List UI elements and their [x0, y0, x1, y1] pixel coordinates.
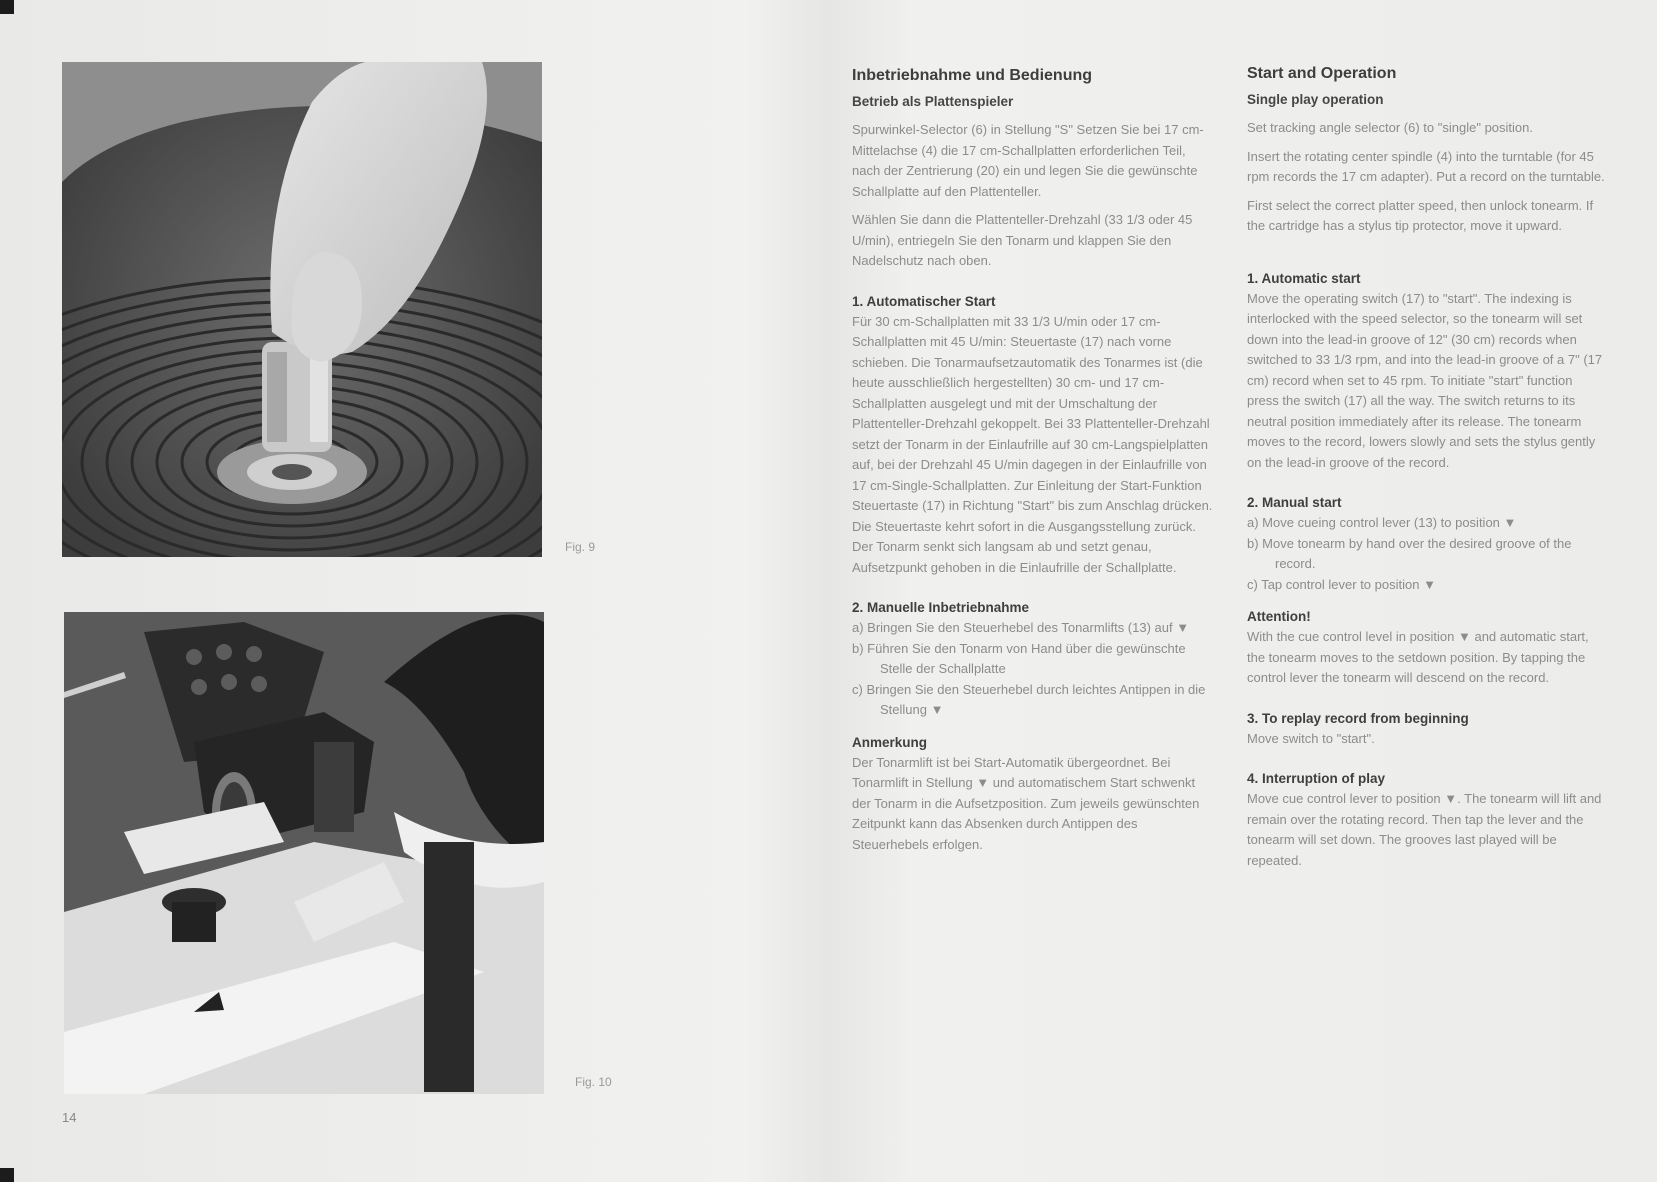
german-note-text: Der Tonarmlift ist bei Start-Automatik übergeordnet. Bei Tonarmlift in Stellung ▼ und automatischem Start schwenkt der Tonarm in die Aufsetzposition. Zum jeweils gewünschten Zeitpunkt kann das Absenken durch Antippen des Steuerhebels erfolgen. — [852, 754, 1200, 852]
page-number: 14 — [62, 1110, 77, 1125]
german-subtitle: Betrieb als Plattenspieler — [852, 94, 1014, 109]
english-section-2-heading: 2. Manual start — [1247, 495, 1342, 510]
english-section-4-text: Move cue control lever to position ▼. The tonearm will lift and remain over the rotating record. Then tap the lever and the tonearm will set down. The grooves last played will be repeated. — [1247, 791, 1602, 868]
english-subtitle: Single play operation — [1247, 92, 1384, 107]
english-section-2-item-a: a) Move cueing control lever (13) to position ▼ — [1247, 515, 1517, 530]
german-note-heading: Anmerkung — [852, 734, 928, 750]
photo-tonearm-cartridge — [64, 612, 544, 1094]
german-paragraph-2: Wählen Sie dann die Plattenteller-Drehzahl (33 1/3 oder 45 U/min), entriegeln Sie den Tonarm und klappen Sie den Nadelschutz nach oben. — [852, 212, 1193, 268]
german-section-1-heading: 1. Automatischer Start — [852, 293, 996, 309]
english-section-3-heading: 3. To replay record from beginning — [1247, 710, 1469, 726]
english-text-column — [1247, 62, 1607, 879]
scan-corner-mark — [0, 1168, 14, 1182]
scan-corner-mark — [0, 0, 14, 14]
german-section-2-item-a: a) Bringen Sie den Steuerhebel des Tonarmlifts (13) auf ▼ — [852, 620, 1190, 635]
english-section-2-item-b: b) Move tonearm by hand over the desired groove of the record. — [1247, 535, 1572, 571]
photo-center-spindle — [62, 62, 542, 557]
german-section-1-text: Für 30 cm-Schallplatten mit 33 1/3 U/min oder 17 cm-Schallplatten mit 45 U/min: Steuertaste (17) nach vorne schieben. Die Tonarmaufsetzautomatik des Tonarmes ist (die heute ausschließlich hergestellten) 30 cm- und 17 cm-Schallplatten ausgelegt und mit der Umschaltung der Plattenteller-Drehzahl gekoppelt. Bei 33 Plattenteller-Drehzahl setzt der Tonarm in der Einlaufrille auf 30 cm-Langspielplatten auf, bei der Drehzahl 45 U/min dagegen in der Einlaufrille von 17 cm-Single-Schallplatten. Zur Einleitung der Start-Funktion Steuertaste (17) in Richtung "Start" bis zum Anschlag drücken. Die Steuertaste kehrt sofort in die Ausgangsstellung zurück. Der Tonarm senkt sich langsam ab und setzt genau, Aufsetzpunkt gehoben in die Einlaufrille der Schallplatte. — [852, 313, 1213, 575]
english-section-1-heading: 1. Automatic start — [1247, 270, 1361, 286]
german-section-2-item-c: c) Bringen Sie den Steuerhebel durch leichtes Antippen in die Stellung ▼ — [852, 681, 1206, 717]
english-section-3-text: Move switch to "start". — [1247, 730, 1375, 746]
figure-label-bottom: Fig. 10 — [575, 1075, 612, 1089]
figure-label-top: Fig. 9 — [565, 540, 596, 554]
german-section-2-heading: 2. Manuelle Inbetriebnahme — [852, 600, 1030, 615]
english-attention-heading: Attention! — [1247, 609, 1311, 624]
english-paragraph-2: Insert the rotating center spindle (4) into the turntable (for 45 rpm records the 17 cm adapter). Put a record on the turntable. — [1247, 148, 1605, 184]
german-section-2-item-b: b) Führen Sie den Tonarm von Hand über die gewünschte Stelle der Schallplatte — [852, 640, 1186, 676]
english-section-2-item-c: c) Tap control lever to position ▼ — [1247, 576, 1436, 592]
german-text-column — [852, 64, 1214, 863]
english-section-4-heading: 4. Interruption of play — [1247, 771, 1386, 786]
german-title: Inbetriebnahme und Bedienung — [852, 67, 1093, 84]
english-paragraph-3: First select the correct platter speed, then unlock tonearm. If the cartridge has a stylus tip protector, move it upward. — [1247, 197, 1594, 233]
english-section-1-text: Move the operating switch (17) to "start". The indexing is interlocked with the speed selector, so the tonearm will set down into the lead-in groove of 12" (30 cm) records when switched to 33 1/3 rpm, and into the lead-in groove of a 7" (17 cm) record when set to 45 rpm. To initiate "start" function press the switch (17) all the way. The switch returns to its neutral position immediately after its release. The tonearm moves to the record, lowers slowly and sets the stylus gently on the lead-in groove of the record. — [1247, 290, 1603, 470]
german-paragraph-1: Spurwinkel-Selector (6) in Stellung "S" Setzen Sie bei 17 cm-Mittelachse (4) die 17 cm-Schallplatten erforderlichen Teil, nach der Zentrierung (20) ein und legen Sie die gewünschte Schallplatte auf den Plattenteller. — [852, 122, 1204, 199]
english-paragraph-1: Set tracking angle selector (6) to "single" position. — [1247, 120, 1533, 135]
english-attention-text: With the cue control level in position ▼ and automatic start, the tonearm moves to the setdown position. By tapping the control lever the tonearm will descend on the record. — [1247, 629, 1589, 685]
english-title: Start and Operation — [1247, 65, 1397, 82]
